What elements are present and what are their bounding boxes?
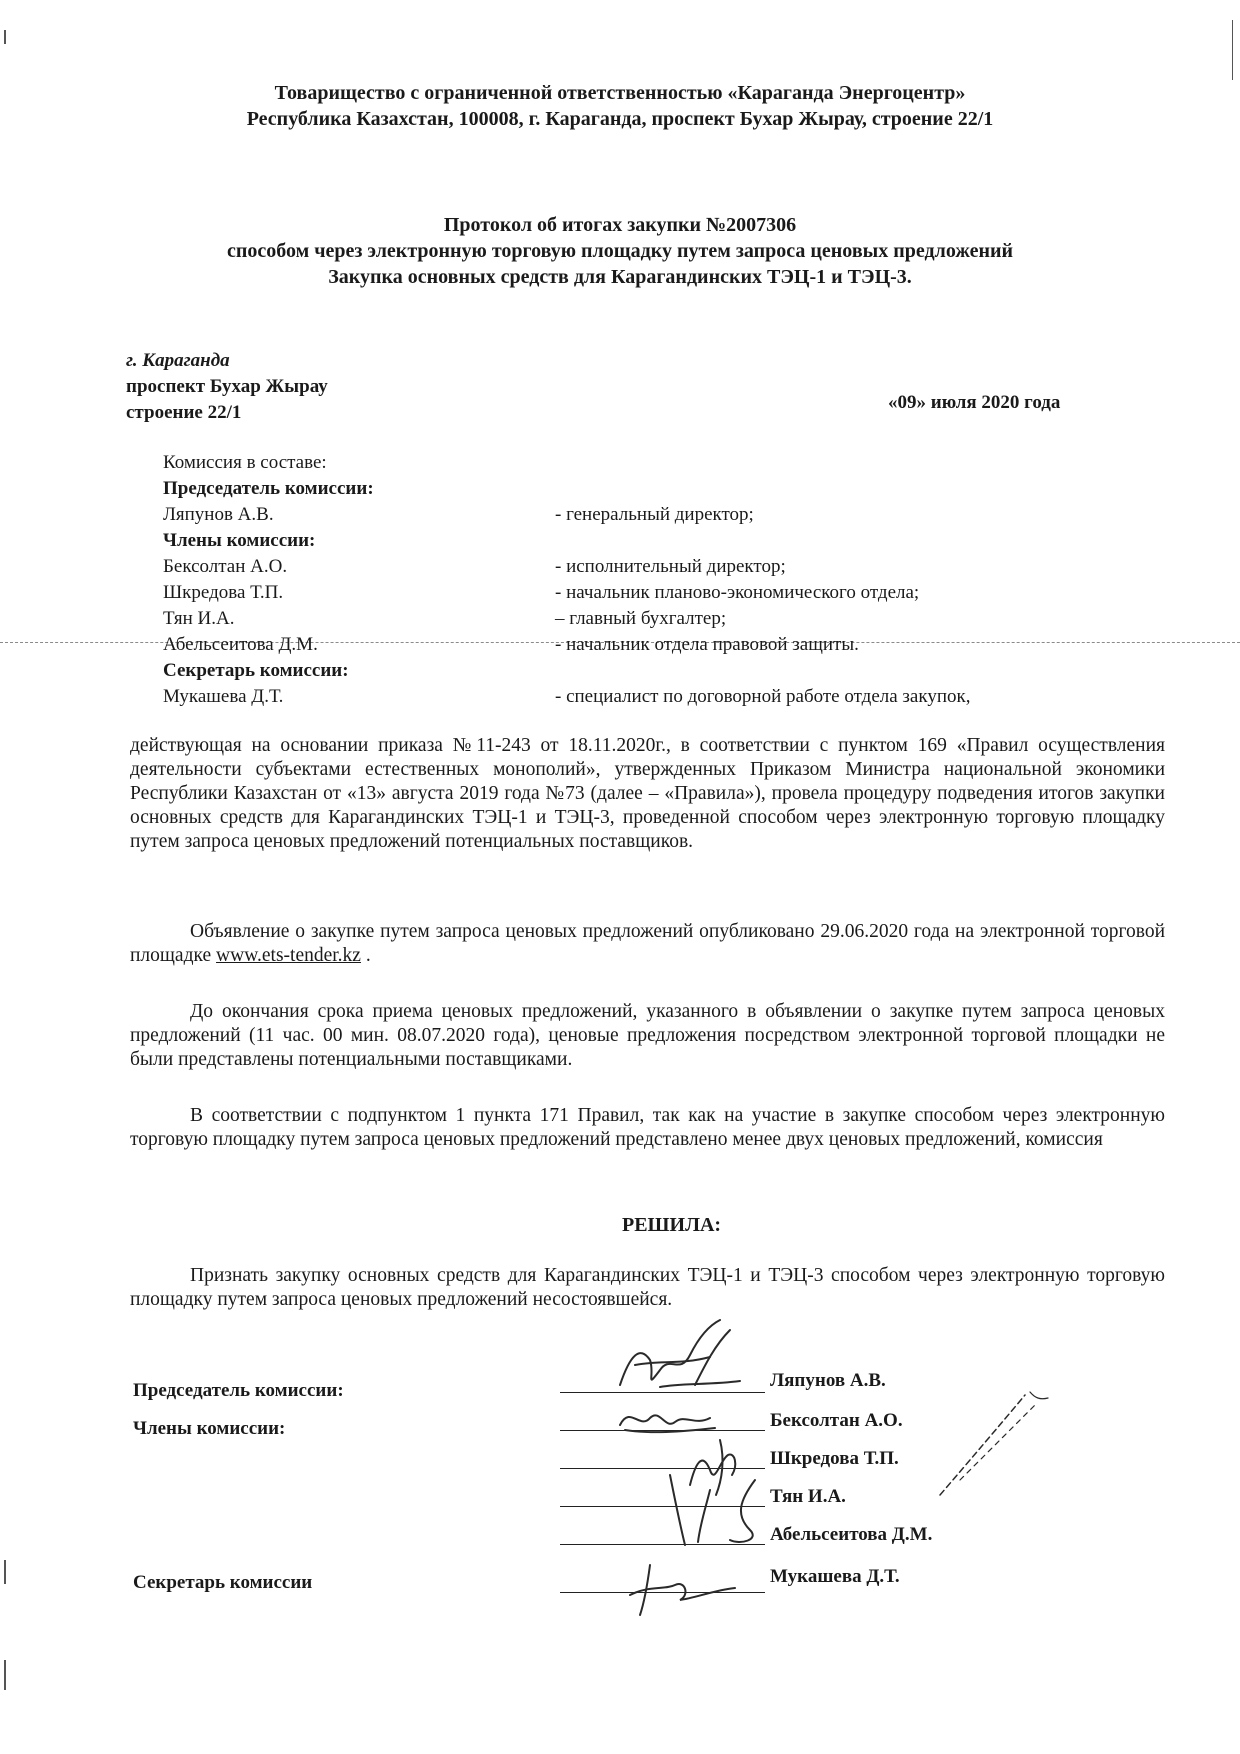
organization-address: Республика Казахстан, 100008, г. Караганда, проспект Бухар Жырау, строение 22/1: [246, 108, 994, 130]
signature-member-3-icon: [640, 1470, 770, 1550]
member-name: Шкредова Т.П.: [163, 582, 284, 603]
signatory-name: Шкредова Т.П.: [770, 1448, 899, 1469]
decision-heading: РЕШИЛА:: [622, 1214, 722, 1236]
rule-text: В соответствии с подпунктом 1 пункта 171 Правил, так как на участие в закупке способом через электронную торговую площадку путем запроса ценовых предложений представлено менее двух ценовых предложений, комиссия: [130, 1105, 1165, 1150]
secretary-label: Секретарь комиссии:: [163, 660, 349, 681]
handwritten-stroke-icon: [930, 1380, 1060, 1500]
protocol-subtitle: способом через электронную торговую площадку путем запроса ценовых предложений: [226, 240, 1014, 262]
place-building: строение 22/1: [126, 402, 242, 423]
paragraph-deadline: [130, 1000, 1165, 1072]
scan-edge-mark: [4, 1560, 6, 1584]
signature-chair-icon: [600, 1315, 750, 1405]
paragraph-announcement: [130, 920, 1165, 968]
scan-edge-mark: [4, 30, 6, 44]
place-city: г. Караганда: [126, 350, 230, 371]
member-name: Бексолтан А.О.: [163, 556, 288, 577]
protocol-title: Протокол об итогах закупки №2007306: [443, 214, 797, 236]
commission-intro: Комиссия в составе:: [163, 452, 327, 473]
paragraph-decision: [130, 1264, 1165, 1312]
members-label: Члены комиссии:: [163, 530, 316, 551]
organization-name: Товарищество с ограниченной ответственностью «Караганда Энергоцентр»: [274, 82, 966, 104]
member-role: – главный бухгалтер;: [555, 608, 727, 629]
member-name: Тян И.А.: [163, 608, 235, 629]
announcement-text: Объявление о закупке путем запроса ценовых предложений опубликовано 29.06.2020 года на электронной торговой площадке: [130, 921, 1165, 966]
signatory-name: Мукашева Д.Т.: [770, 1566, 900, 1587]
protocol-subject: Закупка основных средств для Карагандинских ТЭЦ-1 и ТЭЦ-3.: [328, 266, 912, 288]
protocol-date: «09» июля 2020 года: [888, 392, 1061, 413]
scan-edge-mark: [4, 1660, 6, 1690]
signature-chair-label: Председатель комиссии:: [133, 1380, 344, 1401]
ets-tender-link[interactable]: www.ets-tender.kz: [216, 945, 361, 966]
deadline-text: До окончания срока приема ценовых предложений, указанного в объявлении о закупке путем запроса ценовых предложений (11 час. 00 мин. 08.07.2020 года), ценовые предложения посредством электронной торговой площадки не были представлены потенциальными поставщиками.: [130, 1001, 1165, 1070]
paragraph-rule: [130, 1104, 1165, 1152]
member-role: - начальник отдела правовой защиты.: [555, 634, 859, 655]
signature-members-label: Члены комиссии:: [133, 1418, 286, 1439]
member-name: Абельсеитова Д.М.: [163, 634, 318, 655]
member-role: - исполнительный директор;: [555, 556, 786, 577]
paragraph-basis: действующая на основании приказа №11-243 от 18.11.2020г., в соответствии с пунктом 169 «Правил осуществления деятельности субъектами естественных монополий», утвержденных Приказом Министра национальной экономики Республики Казахстан от «13» августа 2019 года №73 (далее – «Правила»), провела процедуру подведения итогов закупки основных средств для Карагандинских ТЭЦ-1 и ТЭЦ-3, проведенной способом через электронную торговую площадку путем запроса ценовых предложений потенциальных поставщиков.: [130, 735, 1165, 852]
chair-role: - генеральный директор;: [555, 504, 754, 525]
signature-secretary-label: Секретарь комиссии: [133, 1572, 313, 1593]
member-role: - начальник планово-экономического отдела;: [555, 582, 920, 603]
signature-secretary-icon: [620, 1560, 750, 1620]
signatory-name: Абельсеитова Д.М.: [770, 1524, 933, 1545]
secretary-role: - специалист по договорной работе отдела закупок,: [555, 686, 971, 707]
secretary-name: Мукашева Д.Т.: [163, 686, 284, 707]
signatory-name: Бексолтан А.О.: [770, 1410, 903, 1431]
signatory-name: Тян И.А.: [770, 1486, 846, 1507]
chair-name: Ляпунов А.В.: [163, 504, 274, 525]
place-street: проспект Бухар Жырау: [126, 376, 328, 397]
chair-label: Председатель комиссии:: [163, 478, 374, 499]
announcement-end: .: [360, 945, 371, 966]
signatory-name: Ляпунов А.В.: [770, 1370, 886, 1391]
scan-edge-mark: [1232, 20, 1233, 80]
decision-text: Признать закупку основных средств для Карагандинских ТЭЦ-1 и ТЭЦ-3 способом через электронную торговую площадку путем запроса ценовых предложений несостоявшейся.: [130, 1265, 1165, 1310]
